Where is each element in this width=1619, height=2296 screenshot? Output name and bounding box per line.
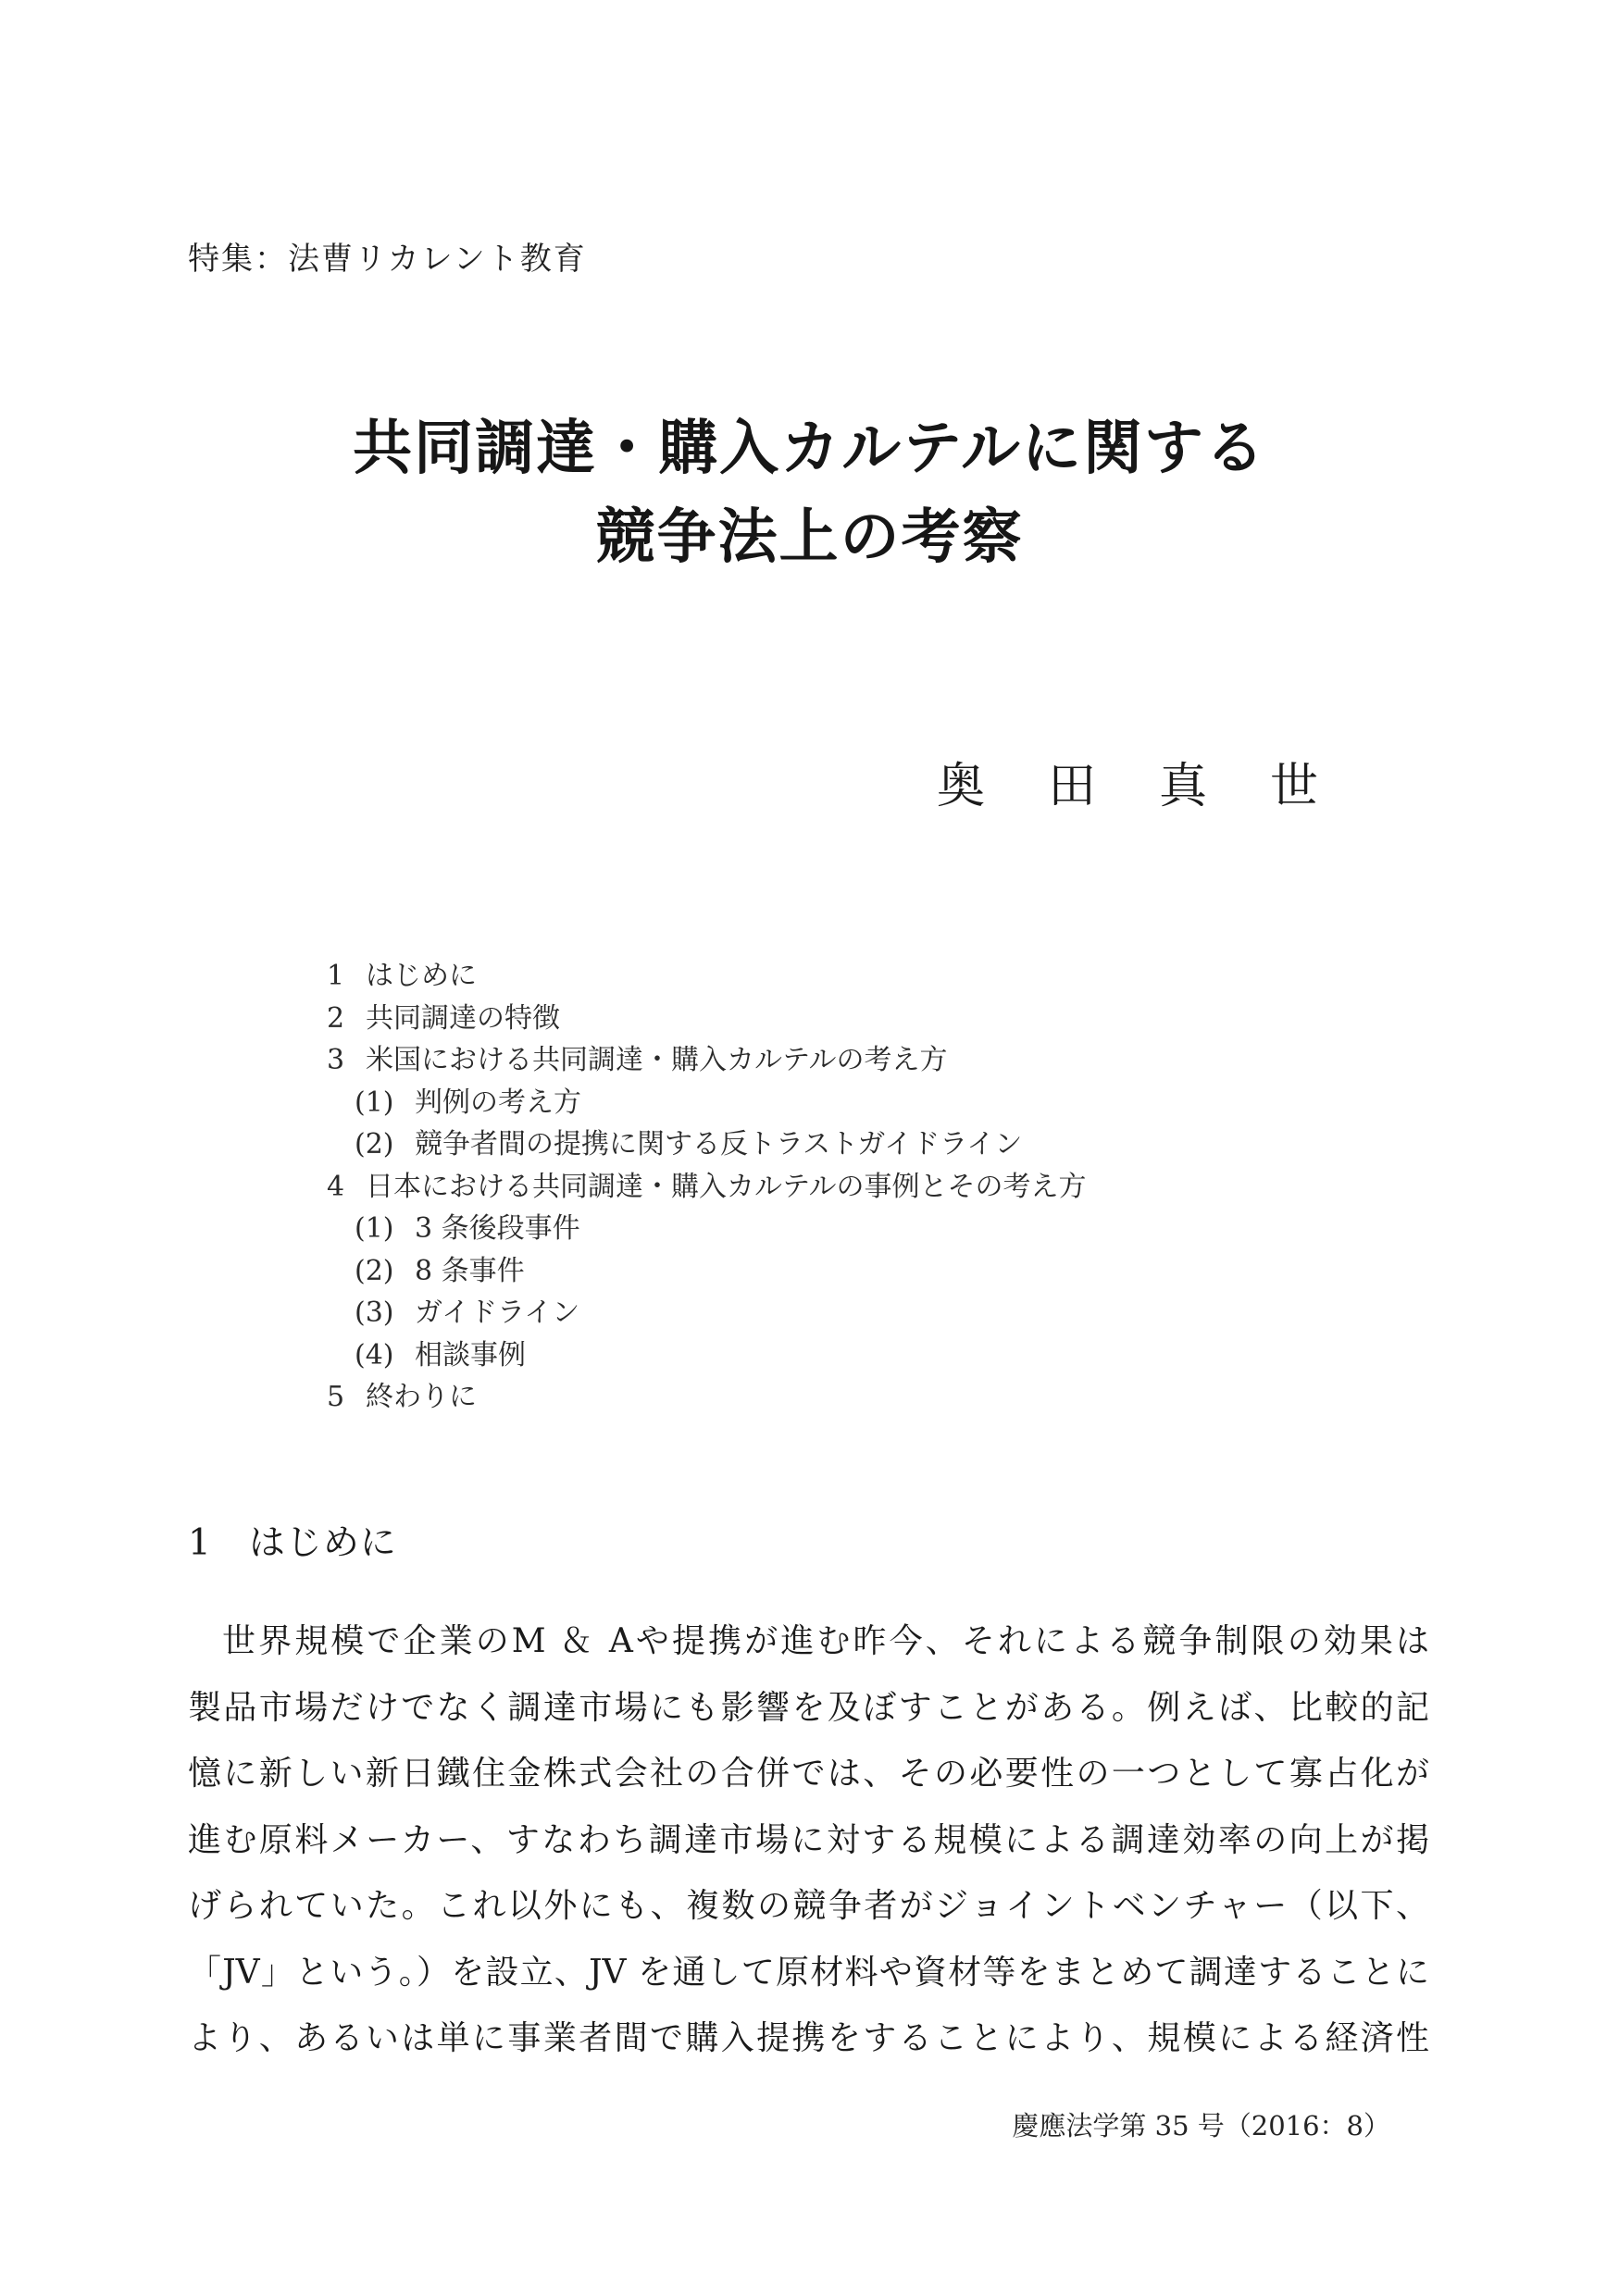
- body-line: 「JV」という。）を設立、JV を通して原材料や資材等をまとめて調達することに: [188, 1953, 1429, 1992]
- toc-item-label: 8 条事件: [415, 1254, 525, 1287]
- toc-item: [327, 1166, 1087, 1209]
- author-name: [937, 759, 1318, 814]
- body-line: 進む原料メーカー、すなわち調達市場に対する規模による調達効率の向上が掲: [188, 1820, 1429, 1859]
- toc-item-marker: (4): [355, 1338, 394, 1371]
- toc-item-label: 日本における共同調達・購入カルテルの事例とその考え方: [366, 1170, 1087, 1203]
- section-heading: 1 はじめに: [188, 1522, 397, 1564]
- toc-item-label: 3 条後段事件: [415, 1212, 580, 1245]
- toc-item-label: ガイドライン: [415, 1297, 580, 1329]
- toc-item-marker: 5: [327, 1381, 345, 1413]
- body-line: 製品市場だけでなく調達市場にも影響を及ぼすことがある。例えば、比較的記: [188, 1688, 1429, 1727]
- toc-item: [355, 1208, 1087, 1250]
- toc-item-marker: (2): [355, 1128, 394, 1160]
- body-line: げられていた。これ以外にも、複数の競争者がジョイントベンチャー（以下、: [188, 1887, 1429, 1925]
- toc-item-label: 相談事例: [415, 1338, 526, 1371]
- title-line-2: 競争法上の考察: [595, 503, 1024, 572]
- toc-item-marker: 1: [327, 960, 345, 992]
- toc-item: [355, 1250, 1087, 1293]
- title-line-1: 共同調達・購入カルテルに関する: [353, 414, 1266, 483]
- toc-item-marker: 2: [327, 1001, 345, 1035]
- toc-item-marker: (1): [355, 1086, 394, 1119]
- toc-item: [327, 1376, 1087, 1419]
- author-char: 奥: [936, 759, 985, 814]
- toc-item: [355, 1123, 1087, 1166]
- toc-item: [327, 998, 1087, 1040]
- body-line: 世界規模で企業のM ＆ Aや提携が進む昨今、それによる競争制限の効果は: [222, 1622, 1429, 1660]
- toc-item-marker: (2): [355, 1254, 394, 1287]
- toc-item-label: 共同調達の特徴: [366, 1001, 560, 1035]
- body-line: より、あるいは単に事業者間で購入提携をすることにより、規模による経済性: [188, 2019, 1429, 2057]
- body-line: 憶に新しい新日鐵住金株式会社の合併では、その必要性の一つとして寡占化が: [188, 1755, 1429, 1793]
- toc-item-label: 判例の考え方: [415, 1086, 581, 1119]
- toc-item: [355, 1292, 1087, 1334]
- author-char: 田: [1047, 759, 1096, 814]
- series-label: 特集：法曹リカレント教育: [188, 241, 587, 278]
- toc-item-marker: 3: [327, 1044, 345, 1076]
- toc-item-marker: 4: [327, 1170, 345, 1203]
- toc-item: [355, 1334, 1087, 1377]
- toc-item: [327, 955, 1087, 998]
- toc-item-marker: (1): [355, 1212, 394, 1245]
- toc-item-marker: (3): [355, 1297, 394, 1329]
- toc-item: [327, 1039, 1087, 1082]
- author-char: 真: [1158, 759, 1207, 814]
- toc-item-label: 競争者間の提携に関する反トラストガイドライン: [415, 1128, 1023, 1160]
- table-of-contents: [327, 955, 1087, 1419]
- article-title: [0, 404, 1619, 582]
- body-paragraph: [188, 1608, 1429, 2072]
- toc-item-label: 米国における共同調達・購入カルテルの考え方: [366, 1044, 948, 1076]
- journal-footer: 慶應法学第 35 号（2016：8）: [1012, 2110, 1390, 2141]
- author-char: 世: [1269, 759, 1318, 814]
- toc-item-label: 終わりに: [366, 1381, 477, 1413]
- toc-item-label: はじめに: [366, 960, 477, 992]
- toc-item: [355, 1082, 1087, 1124]
